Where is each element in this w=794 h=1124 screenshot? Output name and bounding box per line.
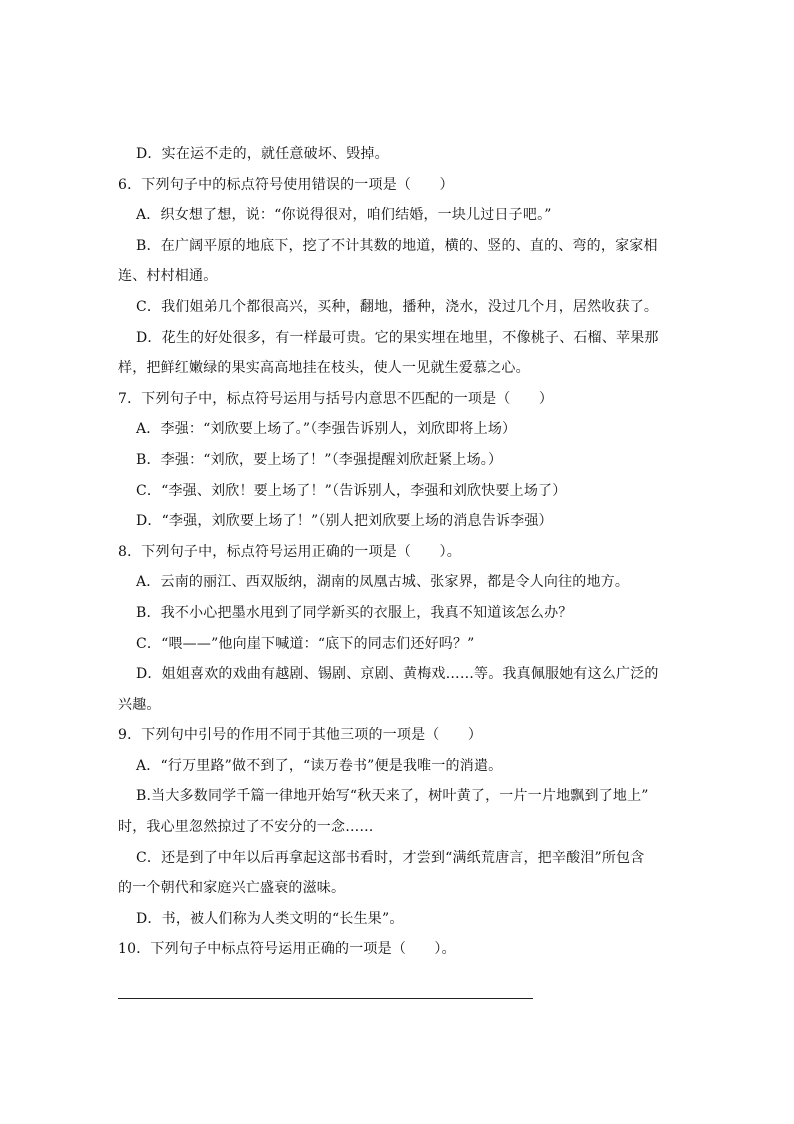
q7-stem: 7．下列句子中，标点符号运用与括号内意思不匹配的一项是（ ）	[118, 390, 554, 407]
q8-option-d: D．姐姐喜欢的戏曲有越剧、锡剧、京剧、黄梅戏……等。我真佩服她有这么广泛的	[136, 666, 659, 683]
q6-option-d-cont: 样，把鲜红嫩绿的果实高高地挂在枝头，使人一见就生爱慕之心。	[118, 360, 530, 377]
q9-option-d: D．书，被人们称为人类文明的“长生果”。	[136, 910, 404, 927]
q6-option-a: A．织女想了想，说：“你说得很对，咱们结婚，一块儿过日子吧。”	[136, 207, 552, 224]
q7-option-b: B．李强：“刘欣，要上场了！”（李强提醒刘欣赶紧上场。）	[136, 451, 503, 468]
q8-option-a: A．云南的丽江、西双版纳，湖南的凤凰古城、张家界，都是令人向往的地方。	[136, 574, 630, 591]
q6-option-b: B．在广阔平原的地底下，挖了不计其数的地道，横的、竖的、直的、弯的，家家相	[136, 237, 658, 254]
footer-divider	[118, 998, 533, 999]
q6-option-c: C．我们姐弟几个都很高兴，买种，翻地，播种，浇水，没过几个月，居然收获了。	[136, 298, 659, 315]
q6-option-d: D．花生的好处很多，有一样最可贵。它的果实埋在地里，不像桃子、石榴、苹果那	[136, 329, 659, 346]
question-content	[118, 139, 678, 965]
q9-option-c-cont: 的一个朝代和家庭兴亡盛衰的滋味。	[118, 880, 346, 897]
q9-option-b: B.当大多数同学千篇一律地开始写“秋天来了，树叶黄了，一片一片地飘到了地上”	[136, 788, 649, 805]
q9-stem: 9．下列句中引号的作用不同于其他三项的一项是（ ）	[118, 727, 483, 744]
q7-option-a: A．李强：“刘欣要上场了。”（李强告诉别人，刘欣即将上场）	[136, 421, 517, 438]
q9-option-c: C．还是到了中年以后再拿起这部书看时，才尝到“满纸荒唐言，把辛酸泪”所包含	[136, 849, 645, 866]
q8-option-b: B．我不小心把墨水甩到了同学新买的衣服上，我真不知道该怎么办？	[136, 604, 573, 621]
q5-option-d: D．实在运不走的，就任意破坏、毁掉。	[136, 146, 389, 162]
q8-option-d-cont: 兴趣。	[118, 696, 161, 713]
q6-option-b-cont: 连、村村相通。	[118, 268, 218, 285]
q10-stem: 10．下列句子中标点符号运用正确的一项是（ ）。	[118, 941, 456, 958]
q7-option-c: C．“李强、刘欣！要上场了！”（告诉别人，李强和刘欣快要上场了）	[136, 482, 567, 499]
q9-option-b-cont: 时，我心里忽然掠过了不安分的一念……	[118, 819, 374, 836]
q6-stem: 6．下列句子中的标点符号使用错误的一项是（ ）	[118, 176, 454, 193]
q7-option-d: D．“李强，刘欣要上场了！”（别人把刘欣要上场的消息告诉李强）	[136, 513, 553, 530]
q8-option-c: C．“喂——”他向崖下喊道：“底下的同志们还好吗？”	[136, 635, 475, 652]
q9-option-a: A．“行万里路”做不到了，“读万卷书”便是我唯一的消遣。	[136, 757, 503, 774]
q8-stem: 8．下列句子中，标点符号运用正确的一项是（ ）。	[118, 543, 461, 560]
